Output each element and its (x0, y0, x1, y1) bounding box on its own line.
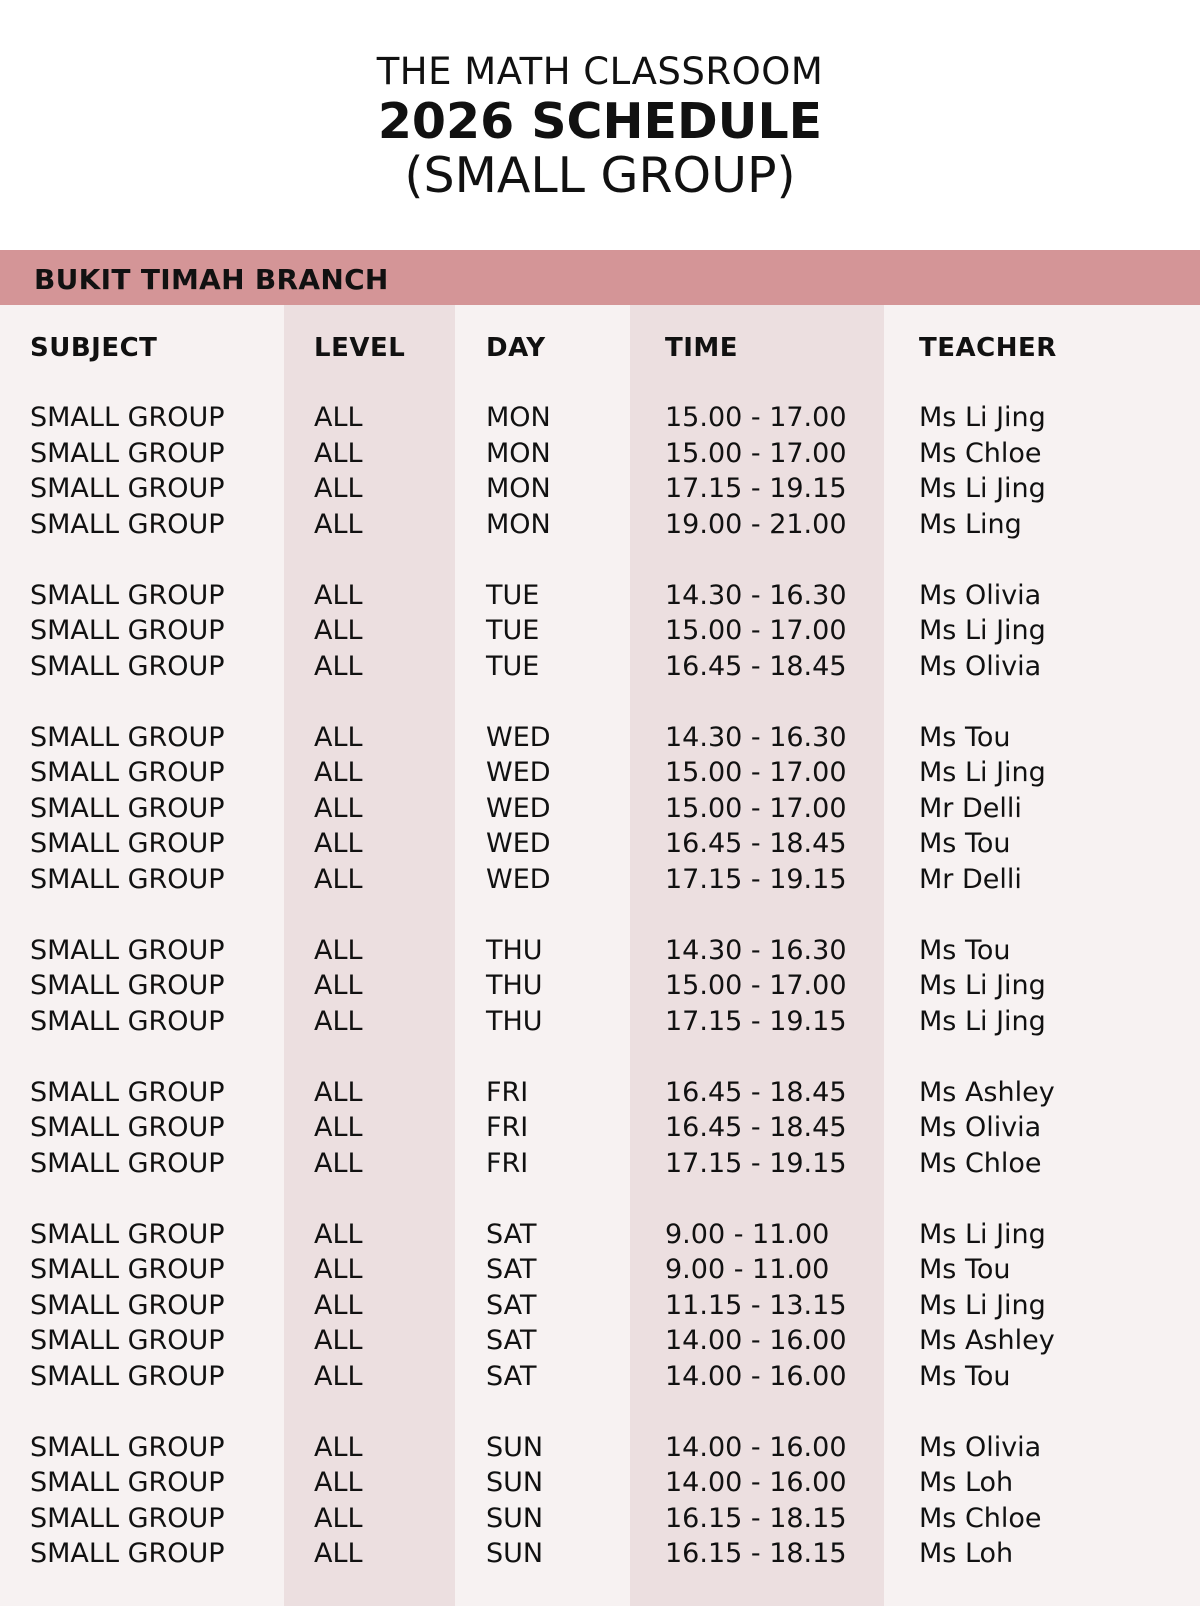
cell-time: 16.15 - 18.15 (665, 1502, 847, 1534)
page-header (0, 0, 1200, 250)
schedule-title: 2026 SCHEDULE (377, 93, 823, 150)
cell-teacher: Ms Tou (919, 934, 1011, 966)
cell-day: TUE (486, 615, 540, 646)
cell-time: 15.00 - 17.00 (665, 757, 847, 788)
cell-level: ALL (314, 1289, 363, 1321)
cell-subject: SMALL GROUP (30, 934, 225, 966)
cell-subject: SMALL GROUP (30, 1325, 225, 1356)
cell-subject: SMALL GROUP (30, 1112, 225, 1143)
branch-name: BUKIT TIMAH BRANCH (34, 263, 389, 296)
table-row (0, 1004, 1200, 1040)
table-row (0, 1430, 1200, 1466)
cell-subject: SMALL GROUP (30, 1289, 225, 1321)
cell-level: ALL (314, 1325, 363, 1356)
cell-subject: SMALL GROUP (30, 1254, 225, 1285)
cell-time: 17.15 - 19.15 (665, 1005, 847, 1037)
cell-time: 14.30 - 16.30 (665, 934, 847, 966)
cell-teacher: Ms Li Jing (919, 1005, 1046, 1037)
table-row (0, 1359, 1200, 1395)
cell-subject: SMALL GROUP (30, 615, 225, 646)
cell-teacher: Ms Li Jing (919, 1289, 1046, 1321)
cell-day: FRI (486, 1147, 529, 1179)
cell-teacher: Ms Li Jing (919, 473, 1046, 504)
cell-day: WED (486, 757, 551, 788)
cell-day: SUN (486, 1467, 544, 1498)
cell-time: 17.15 - 19.15 (665, 863, 847, 895)
table-row (0, 1217, 1200, 1253)
cell-day: MON (486, 473, 551, 504)
cell-level: ALL (314, 1360, 363, 1392)
table-row (0, 1075, 1200, 1111)
cell-subject: SMALL GROUP (30, 1147, 225, 1179)
cell-day: SUN (486, 1431, 544, 1463)
cell-day: MON (486, 402, 551, 433)
cell-level: ALL (314, 1467, 363, 1498)
cell-subject: SMALL GROUP (30, 721, 225, 753)
cell-day: THU (486, 934, 543, 966)
cell-day: TUE (486, 579, 540, 611)
cell-level: ALL (314, 1076, 363, 1108)
cell-time: 15.00 - 17.00 (665, 970, 847, 1001)
cell-time: 16.45 - 18.45 (665, 650, 847, 682)
column-header-teacher: TEACHER (919, 333, 1057, 363)
cell-level: ALL (314, 1254, 363, 1285)
table-row (0, 1465, 1200, 1501)
cell-time: 16.15 - 18.15 (665, 1538, 847, 1569)
cell-day: WED (486, 792, 551, 824)
cell-time: 15.00 - 17.00 (665, 437, 847, 469)
cell-subject: SMALL GROUP (30, 1218, 225, 1250)
cell-day: THU (486, 970, 543, 1001)
cell-time: 14.00 - 16.00 (665, 1431, 847, 1463)
cell-teacher: Ms Tou (919, 721, 1011, 753)
cell-time: 15.00 - 17.00 (665, 402, 847, 433)
cell-subject: SMALL GROUP (30, 1467, 225, 1498)
cell-subject: SMALL GROUP (30, 650, 225, 682)
cell-time: 9.00 - 11.00 (665, 1254, 830, 1285)
cell-day: WED (486, 863, 551, 895)
cell-level: ALL (314, 757, 363, 788)
cell-level: ALL (314, 650, 363, 682)
cell-day: THU (486, 1005, 543, 1037)
cell-level: ALL (314, 1005, 363, 1037)
schedule-subtitle: (SMALL GROUP) (404, 147, 796, 204)
table-row (0, 862, 1200, 898)
cell-level: ALL (314, 1502, 363, 1534)
column-header-level: LEVEL (314, 333, 406, 363)
cell-level: ALL (314, 615, 363, 646)
table-row (0, 1146, 1200, 1182)
cell-day: SAT (486, 1254, 537, 1285)
table-row (0, 791, 1200, 827)
cell-day: WED (486, 828, 551, 859)
cell-teacher: Ms Olivia (919, 650, 1042, 682)
cell-day: SUN (486, 1502, 544, 1534)
cell-level: ALL (314, 721, 363, 753)
cell-time: 9.00 - 11.00 (665, 1218, 830, 1250)
table-row (0, 720, 1200, 756)
cell-day: FRI (486, 1112, 529, 1143)
table-row (0, 436, 1200, 472)
cell-level: ALL (314, 508, 363, 540)
column-header-day: DAY (486, 333, 546, 363)
cell-level: ALL (314, 863, 363, 895)
cell-subject: SMALL GROUP (30, 1005, 225, 1037)
cell-level: ALL (314, 1431, 363, 1463)
cell-teacher: Ms Ashley (919, 1325, 1055, 1356)
cell-level: ALL (314, 437, 363, 469)
cell-level: ALL (314, 828, 363, 859)
table-row (0, 1536, 1200, 1572)
table-row (0, 755, 1200, 791)
table-row (0, 1252, 1200, 1288)
cell-time: 19.00 - 21.00 (665, 508, 847, 540)
cell-teacher: Ms Olivia (919, 1112, 1042, 1143)
cell-time: 15.00 - 17.00 (665, 792, 847, 824)
cell-subject: SMALL GROUP (30, 579, 225, 611)
cell-level: ALL (314, 1112, 363, 1143)
cell-time: 11.15 - 13.15 (665, 1289, 847, 1321)
cell-teacher: Ms Chloe (919, 437, 1042, 469)
cell-day: SAT (486, 1360, 537, 1392)
cell-time: 16.45 - 18.45 (665, 1112, 847, 1143)
cell-teacher: Ms Li Jing (919, 757, 1046, 788)
cell-subject: SMALL GROUP (30, 1360, 225, 1392)
cell-time: 16.45 - 18.45 (665, 828, 847, 859)
column-header-subject: SUBJECT (30, 333, 158, 363)
table-row (0, 471, 1200, 507)
cell-teacher: Mr Delli (919, 792, 1022, 824)
table-row (0, 933, 1200, 969)
cell-teacher: Ms Loh (919, 1538, 1014, 1569)
cell-teacher: Ms Li Jing (919, 402, 1046, 433)
cell-teacher: Ms Loh (919, 1467, 1014, 1498)
cell-day: MON (486, 437, 551, 469)
cell-day: WED (486, 721, 551, 753)
table-row (0, 1110, 1200, 1146)
cell-level: ALL (314, 1538, 363, 1569)
cell-subject: SMALL GROUP (30, 402, 225, 433)
branch-bar (0, 250, 1200, 305)
cell-teacher: Ms Tou (919, 1360, 1011, 1392)
cell-level: ALL (314, 970, 363, 1001)
cell-day: SAT (486, 1325, 537, 1356)
cell-teacher: Ms Tou (919, 828, 1011, 859)
cell-subject: SMALL GROUP (30, 970, 225, 1001)
table-body (0, 400, 1200, 1572)
cell-subject: SMALL GROUP (30, 1502, 225, 1534)
cell-level: ALL (314, 792, 363, 824)
cell-time: 15.00 - 17.00 (665, 615, 847, 646)
table-row (0, 649, 1200, 685)
cell-subject: SMALL GROUP (30, 792, 225, 824)
cell-teacher: Ms Olivia (919, 579, 1042, 611)
cell-subject: SMALL GROUP (30, 1431, 225, 1463)
cell-day: SAT (486, 1218, 537, 1250)
table-row (0, 826, 1200, 862)
table-row (0, 1501, 1200, 1537)
table-row (0, 1288, 1200, 1324)
cell-subject: SMALL GROUP (30, 1076, 225, 1108)
cell-teacher: Mr Delli (919, 863, 1022, 895)
schedule-table (0, 305, 1200, 1606)
cell-teacher: Ms Ling (919, 508, 1022, 540)
cell-level: ALL (314, 1147, 363, 1179)
table-row (0, 613, 1200, 649)
cell-subject: SMALL GROUP (30, 508, 225, 540)
cell-teacher: Ms Li Jing (919, 615, 1046, 646)
table-row (0, 507, 1200, 543)
school-name: THE MATH CLASSROOM (376, 50, 824, 93)
column-header-time: TIME (665, 333, 739, 363)
cell-day: SAT (486, 1289, 537, 1321)
cell-teacher: Ms Li Jing (919, 1218, 1046, 1250)
cell-time: 14.00 - 16.00 (665, 1325, 847, 1356)
cell-level: ALL (314, 579, 363, 611)
cell-time: 14.30 - 16.30 (665, 721, 847, 753)
cell-time: 17.15 - 19.15 (665, 473, 847, 504)
table-row (0, 400, 1200, 436)
cell-day: FRI (486, 1076, 529, 1108)
cell-time: 16.45 - 18.45 (665, 1076, 847, 1108)
cell-day: SUN (486, 1538, 544, 1569)
cell-teacher: Ms Ashley (919, 1076, 1055, 1108)
cell-teacher: Ms Olivia (919, 1431, 1042, 1463)
table-row (0, 968, 1200, 1004)
cell-teacher: Ms Li Jing (919, 970, 1046, 1001)
cell-time: 17.15 - 19.15 (665, 1147, 847, 1179)
cell-subject: SMALL GROUP (30, 437, 225, 469)
cell-teacher: Ms Tou (919, 1254, 1011, 1285)
cell-time: 14.00 - 16.00 (665, 1360, 847, 1392)
cell-level: ALL (314, 934, 363, 966)
cell-teacher: Ms Chloe (919, 1502, 1042, 1534)
cell-subject: SMALL GROUP (30, 863, 225, 895)
cell-time: 14.30 - 16.30 (665, 579, 847, 611)
table-row (0, 578, 1200, 614)
cell-subject: SMALL GROUP (30, 828, 225, 859)
cell-day: MON (486, 508, 551, 540)
cell-subject: SMALL GROUP (30, 473, 225, 504)
cell-subject: SMALL GROUP (30, 1538, 225, 1569)
cell-level: ALL (314, 473, 363, 504)
cell-day: TUE (486, 650, 540, 682)
cell-teacher: Ms Chloe (919, 1147, 1042, 1179)
cell-time: 14.00 - 16.00 (665, 1467, 847, 1498)
cell-subject: SMALL GROUP (30, 757, 225, 788)
cell-level: ALL (314, 1218, 363, 1250)
cell-level: ALL (314, 402, 363, 433)
table-row (0, 1323, 1200, 1359)
